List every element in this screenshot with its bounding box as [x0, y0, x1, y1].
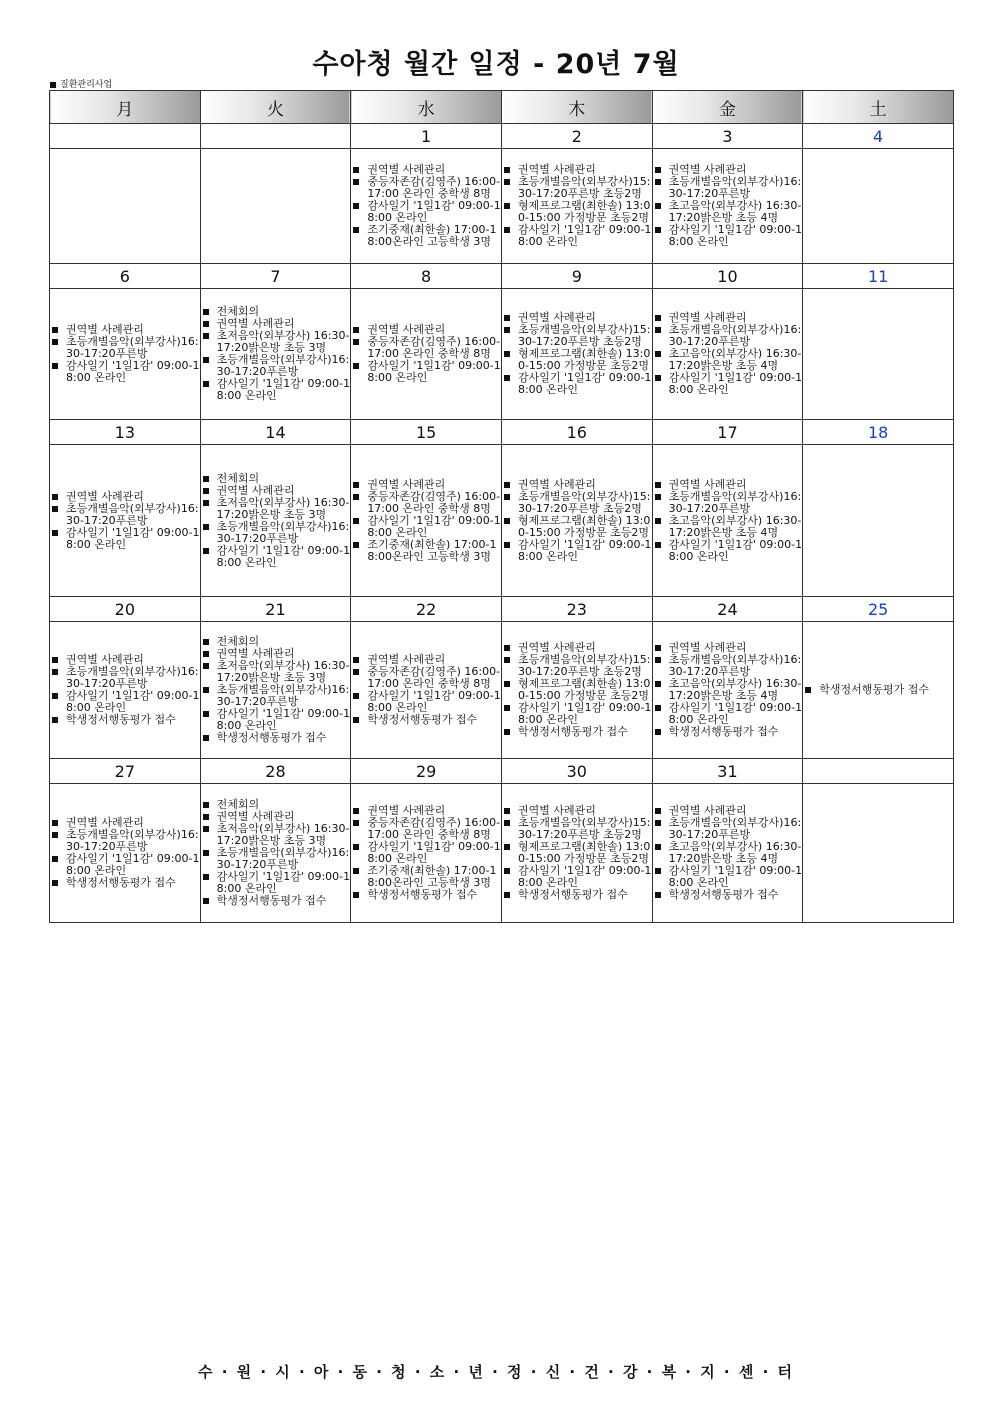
event-item: 초고음악(외부강사) 16:30-17:20밝은방 초등 4명 [653, 200, 803, 224]
date-number-row [50, 420, 954, 445]
event-item: 권역별 사례관리 [653, 479, 803, 491]
event-item: 초저음악(외부강사) 16:30-17:20밝은방 초등 3명 [201, 497, 351, 521]
event-list [50, 654, 200, 726]
day-cell [652, 784, 803, 923]
event-item: 권역별 사례관리 [50, 654, 200, 666]
event-item: 감사일기 '1일1감' 09:00-18:00 온라인 [653, 865, 803, 889]
event-item: 초등개별음악(외부강사)15:30-17:20푸른방 초등2명 [502, 817, 652, 841]
weekday-header: 金 [652, 91, 803, 124]
event-list [50, 491, 200, 551]
event-item: 권역별 사례관리 [653, 642, 803, 654]
event-item: 감사일기 '1일1감' 09:00-18:00 온라인 [502, 372, 652, 396]
event-item: 초등개별음악(외부강사)16:30-17:20푸른방 [201, 684, 351, 708]
event-list [653, 805, 803, 901]
weekday-header: 木 [501, 91, 652, 124]
event-list [502, 642, 652, 738]
day-cell [803, 622, 954, 759]
event-item: 초등개별음악(외부강사)16:30-17:20푸른방 [50, 336, 200, 360]
day-cell [652, 445, 803, 597]
events-row [50, 445, 954, 597]
organization-footer: 수 · 원 · 시 · 아 · 동 · 청 · 소 · 년 · 정 · 신 · 건 · 강 · 복 · 지 · 센 · 터 [198, 1363, 794, 1381]
event-item: 전체회의 [201, 306, 351, 318]
event-item: 학생정서행동평가 접수 [50, 877, 200, 889]
event-list [201, 306, 351, 402]
day-cell [501, 784, 652, 923]
event-item: 초저음악(외부강사) 16:30-17:20밝은방 초등 3명 [201, 330, 351, 354]
event-item: 감사일기 '1일1감' 09:00-18:00 온라인 [502, 224, 652, 248]
event-item: 권역별 사례관리 [201, 811, 351, 823]
event-item: 감사일기 '1일1감' 09:00-18:00 온라인 [351, 690, 501, 714]
event-item: 감사일기 '1일1감' 09:00-18:00 온라인 [653, 702, 803, 726]
event-item: 형제프로그램(최한솔) 13:00-15:00 가정방문 초등2명 [502, 348, 652, 372]
event-item: 학생정서행동평가 접수 [201, 732, 351, 744]
event-list [351, 654, 501, 726]
event-item: 학생정서행동평가 접수 [50, 714, 200, 726]
event-item: 권역별 사례관리 [653, 164, 803, 176]
section-subtitle [50, 77, 112, 90]
event-item: 권역별 사례관리 [502, 642, 652, 654]
day-cell [501, 149, 652, 264]
event-item: 전체회의 [201, 636, 351, 648]
event-list [653, 479, 803, 563]
event-list [351, 479, 501, 563]
events-row [50, 622, 954, 759]
date-number: 13 [50, 420, 201, 445]
events-row [50, 289, 954, 420]
event-list [653, 312, 803, 396]
event-item: 권역별 사례관리 [201, 318, 351, 330]
date-number-row [50, 759, 954, 784]
event-item: 감사일기 '1일1감' 09:00-18:00 온라인 [502, 865, 652, 889]
event-item: 권역별 사례관리 [50, 817, 200, 829]
weekday-header: 月 [50, 91, 201, 124]
weekday-header-row [50, 91, 954, 124]
event-item: 감사일기 '1일1감' 09:00-18:00 온라인 [351, 515, 501, 539]
event-item: 감사일기 '1일1감' 09:00-18:00 온라인 [653, 372, 803, 396]
event-list [50, 817, 200, 889]
saturday-date-number: 25 [803, 597, 954, 622]
day-cell [803, 445, 954, 597]
section-subtitle-text: 질환관리사업 [60, 80, 113, 90]
date-number: 6 [50, 264, 201, 289]
saturday-date-number: 4 [803, 124, 954, 149]
day-cell [501, 445, 652, 597]
date-number: 22 [351, 597, 502, 622]
calendar-body [50, 124, 954, 923]
day-cell [501, 289, 652, 420]
day-cell [803, 289, 954, 420]
event-item: 감사일기 '1일1감' 09:00-18:00 온라인 [351, 841, 501, 865]
saturday-date-number [803, 759, 954, 784]
event-item: 초등개별음악(외부강사)16:30-17:20푸른방 [201, 354, 351, 378]
event-item: 초고음악(외부강사) 16:30-17:20밝은방 초등 4명 [653, 515, 803, 539]
day-cell [652, 149, 803, 264]
event-item: 초등개별음악(외부강사)16:30-17:20푸른방 [653, 491, 803, 515]
event-list [502, 479, 652, 563]
event-item: 감사일기 '1일1감' 09:00-18:00 온라인 [50, 690, 200, 714]
date-number: 20 [50, 597, 201, 622]
event-item: 감사일기 '1일1감' 09:00-18:00 온라인 [50, 360, 200, 384]
event-item: 초저음악(외부강사) 16:30-17:20밝은방 초등 3명 [201, 823, 351, 847]
date-number: 31 [652, 759, 803, 784]
event-item: 중등자존감(김영주) 16:00-17:00 온라인 중학생 8명 [351, 491, 501, 515]
day-cell [803, 784, 954, 923]
day-cell [501, 622, 652, 759]
event-item: 학생정서행동평가 접수 [502, 889, 652, 901]
event-item: 학생정서행동평가 접수 [351, 714, 501, 726]
event-item: 전체회의 [201, 799, 351, 811]
event-item: 학생정서행동평가 접수 [653, 726, 803, 738]
date-number: 21 [200, 597, 351, 622]
day-cell [200, 622, 351, 759]
day-cell [50, 622, 201, 759]
weekday-header: 水 [351, 91, 502, 124]
date-number: 10 [652, 264, 803, 289]
event-item: 초등개별음악(외부강사)16:30-17:20푸른방 [653, 176, 803, 200]
event-item: 감사일기 '1일1감' 09:00-18:00 온라인 [351, 200, 501, 224]
date-number: 9 [501, 264, 652, 289]
event-item: 형제프로그램(최한솔) 13:00-15:00 가정방문 초등2명 [502, 515, 652, 539]
event-item: 권역별 사례관리 [653, 805, 803, 817]
date-number [50, 124, 201, 149]
event-item: 권역별 사례관리 [502, 805, 652, 817]
date-number-row [50, 264, 954, 289]
event-item: 권역별 사례관리 [351, 805, 501, 817]
event-item: 중등자존감(김영주) 16:00-17:00 온라인 중학생 8명 [351, 666, 501, 690]
day-cell [351, 149, 502, 264]
event-item: 권역별 사례관리 [351, 654, 501, 666]
event-item: 초등개별음악(외부강사)16:30-17:20푸른방 [653, 324, 803, 348]
event-item: 초등개별음악(외부강사)15:30-17:20푸른방 초등2명 [502, 654, 652, 678]
event-item: 중등자존감(김영주) 16:00-17:00 온라인 중학생 8명 [351, 817, 501, 841]
day-cell [200, 149, 351, 264]
date-number: 7 [200, 264, 351, 289]
event-item: 형제프로그램(최한솔) 13:00-15:00 가정방문 초등2명 [502, 678, 652, 702]
event-item: 감사일기 '1일1감' 09:00-18:00 온라인 [653, 539, 803, 563]
event-item: 권역별 사례관리 [502, 164, 652, 176]
date-number: 24 [652, 597, 803, 622]
event-item: 권역별 사례관리 [653, 312, 803, 324]
monthly-calendar [49, 90, 954, 923]
date-number-row [50, 124, 954, 149]
date-number: 1 [351, 124, 502, 149]
date-number: 3 [652, 124, 803, 149]
events-row [50, 149, 954, 264]
event-list [502, 312, 652, 396]
day-cell [652, 289, 803, 420]
event-item: 형제프로그램(최한솔) 13:00-15:00 가정방문 초등2명 [502, 841, 652, 865]
event-item: 전체회의 [201, 473, 351, 485]
saturday-date-number: 11 [803, 264, 954, 289]
day-cell [351, 784, 502, 923]
event-item: 권역별 사례관리 [502, 312, 652, 324]
event-list [502, 164, 652, 248]
event-item: 권역별 사례관리 [50, 491, 200, 503]
date-number: 28 [200, 759, 351, 784]
event-item: 조기중재(최한솔) 17:00-18:00온라인 고등학생 3명 [351, 865, 501, 889]
event-list [351, 805, 501, 901]
event-item: 감사일기 '1일1감' 09:00-18:00 온라인 [201, 708, 351, 732]
event-list [50, 324, 200, 384]
day-cell [803, 149, 954, 264]
date-number: 29 [351, 759, 502, 784]
event-item: 권역별 사례관리 [201, 648, 351, 660]
event-list [803, 684, 953, 696]
date-number: 27 [50, 759, 201, 784]
day-cell [652, 622, 803, 759]
date-number: 16 [501, 420, 652, 445]
weekday-header: 土 [803, 91, 954, 124]
date-number: 23 [501, 597, 652, 622]
event-list [351, 164, 501, 248]
event-list [653, 642, 803, 738]
saturday-date-number: 18 [803, 420, 954, 445]
event-item: 감사일기 '1일1감' 09:00-18:00 온라인 [502, 539, 652, 563]
event-item: 학생정서행동평가 접수 [201, 895, 351, 907]
event-item: 형제프로그램(최한솔) 13:00-15:00 가정방문 초등2명 [502, 200, 652, 224]
event-list [653, 164, 803, 248]
event-item: 초등개별음악(외부강사)16:30-17:20푸른방 [50, 666, 200, 690]
date-number: 14 [200, 420, 351, 445]
event-item: 초등개별음악(외부강사)16:30-17:20푸른방 [50, 503, 200, 527]
date-number-row [50, 597, 954, 622]
day-cell [50, 445, 201, 597]
event-item: 감사일기 '1일1감' 09:00-18:00 온라인 [201, 378, 351, 402]
date-number: 2 [501, 124, 652, 149]
day-cell [351, 289, 502, 420]
event-item: 초고음악(외부강사) 16:30-17:20밝은방 초등 4명 [653, 841, 803, 865]
event-item: 권역별 사례관리 [351, 479, 501, 491]
day-cell [50, 289, 201, 420]
event-item: 권역별 사례관리 [351, 164, 501, 176]
event-item: 초등개별음악(외부강사)15:30-17:20푸른방 초등2명 [502, 491, 652, 515]
event-item: 감사일기 '1일1감' 09:00-18:00 온라인 [201, 871, 351, 895]
event-item: 초등개별음악(외부강사)15:30-17:20푸른방 초등2명 [502, 176, 652, 200]
event-item: 초등개별음악(외부강사)16:30-17:20푸른방 [201, 847, 351, 871]
day-cell [351, 622, 502, 759]
event-item: 학생정서행동평가 접수 [502, 726, 652, 738]
date-number: 17 [652, 420, 803, 445]
event-item: 중등자존감(김영주) 16:00-17:00 온라인 중학생 8명 [351, 176, 501, 200]
page-title: 수아청 월간 일정 - 20년 7월 [312, 49, 680, 80]
event-item: 초등개별음악(외부강사)16:30-17:20푸른방 [653, 654, 803, 678]
day-cell [200, 289, 351, 420]
event-item: 학생정서행동평가 접수 [351, 889, 501, 901]
events-row [50, 784, 954, 923]
event-item: 중등자존감(김영주) 16:00-17:00 온라인 중학생 8명 [351, 336, 501, 360]
event-item: 초저음악(외부강사) 16:30-17:20밝은방 초등 3명 [201, 660, 351, 684]
event-item: 권역별 사례관리 [201, 485, 351, 497]
date-number: 8 [351, 264, 502, 289]
event-item: 조기중재(최한솔) 17:00-18:00온라인 고등학생 3명 [351, 539, 501, 563]
day-cell [351, 445, 502, 597]
event-item: 감사일기 '1일1감' 09:00-18:00 온라인 [653, 224, 803, 248]
event-item: 초등개별음악(외부강사)16:30-17:20푸른방 [50, 829, 200, 853]
event-item: 학생정서행동평가 접수 [803, 684, 953, 696]
event-item: 감사일기 '1일1감' 09:00-18:00 온라인 [201, 545, 351, 569]
day-cell [200, 784, 351, 923]
date-number: 15 [351, 420, 502, 445]
day-cell [50, 784, 201, 923]
event-item: 권역별 사례관리 [351, 324, 501, 336]
event-item: 감사일기 '1일1감' 09:00-18:00 온라인 [50, 853, 200, 877]
event-list [201, 799, 351, 907]
event-item: 감사일기 '1일1감' 09:00-18:00 온라인 [50, 527, 200, 551]
weekday-header: 火 [200, 91, 351, 124]
event-item: 감사일기 '1일1감' 09:00-18:00 온라인 [351, 360, 501, 384]
event-item: 감사일기 '1일1감' 09:00-18:00 온라인 [502, 702, 652, 726]
day-cell [200, 445, 351, 597]
event-item: 초고음악(외부강사) 16:30-17:20밝은방 초등 4명 [653, 678, 803, 702]
event-list [351, 324, 501, 384]
event-item: 초등개별음악(외부강사)16:30-17:20푸른방 [653, 817, 803, 841]
event-list [502, 805, 652, 901]
square-bullet-icon [50, 82, 56, 88]
day-cell [50, 149, 201, 264]
event-item: 권역별 사례관리 [502, 479, 652, 491]
event-item: 초고음악(외부강사) 16:30-17:20밝은방 초등 4명 [653, 348, 803, 372]
event-item: 초등개별음악(외부강사)15:30-17:20푸른방 초등2명 [502, 324, 652, 348]
event-item: 권역별 사례관리 [50, 324, 200, 336]
date-number [200, 124, 351, 149]
event-item: 조기중재(최한솔) 17:00-18:00온라인 고등학생 3명 [351, 224, 501, 248]
event-list [201, 473, 351, 569]
event-list [201, 636, 351, 744]
event-item: 초등개별음악(외부강사)16:30-17:20푸른방 [201, 521, 351, 545]
event-item: 학생정서행동평가 접수 [653, 889, 803, 901]
date-number: 30 [501, 759, 652, 784]
